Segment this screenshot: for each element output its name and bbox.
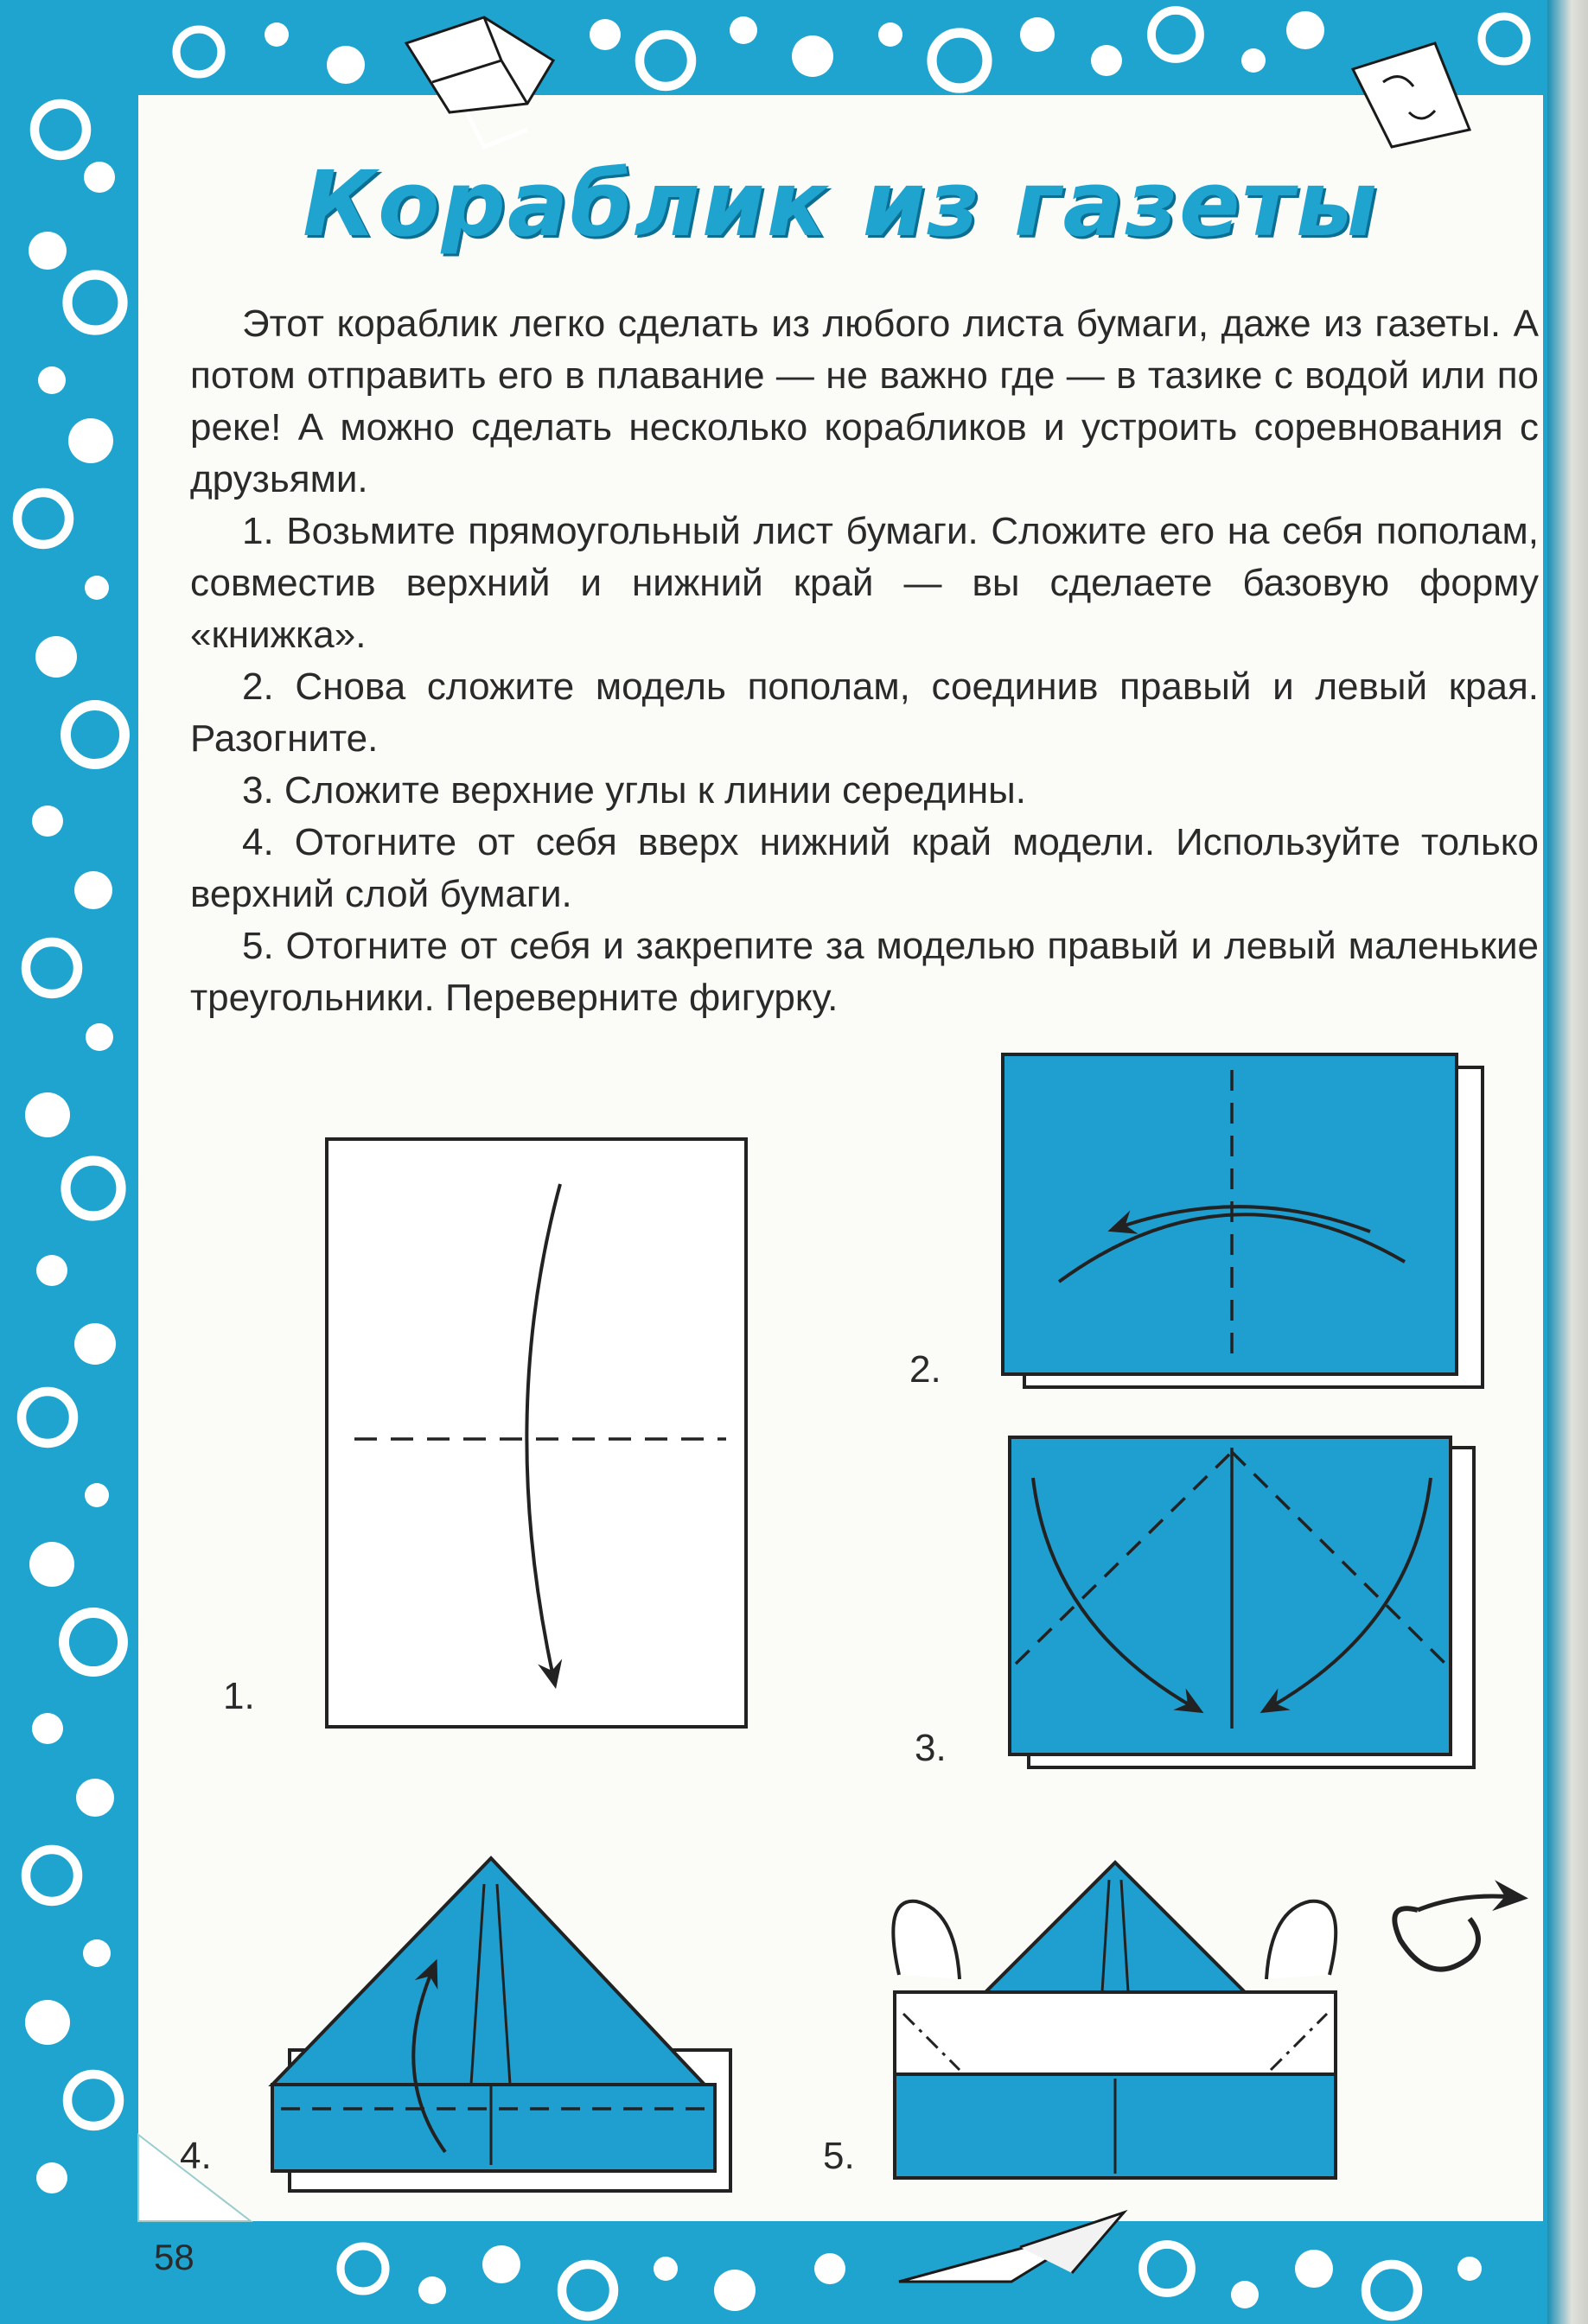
figure-label-1: 1. bbox=[223, 1675, 255, 1717]
intro-paragraph: Этот кораблик легко сделать из любого листа бумаги, даже из газеты. А потом отправить его в плавание — не важно где — в тазике с водой или по реке! А можно сделать несколько корабликов и устроить соревнования с друзьями. bbox=[190, 302, 1539, 500]
step-5-diagram bbox=[893, 1862, 1336, 2178]
step-3-diagram bbox=[1010, 1437, 1474, 1767]
step-3-text: 3. Сложите верхние углы к линии середины. bbox=[242, 769, 1026, 812]
blue-paper bbox=[1010, 1437, 1451, 1754]
step-1-diagram bbox=[327, 1139, 746, 1727]
step-4-diagram bbox=[272, 1858, 730, 2191]
figure-label-4: 4. bbox=[180, 2135, 212, 2177]
origami-fish-icon bbox=[1353, 43, 1470, 147]
figure-label-3: 3. bbox=[915, 1727, 947, 1769]
page-number: 58 bbox=[154, 2237, 195, 2277]
white-band bbox=[895, 1992, 1336, 2074]
step-2-diagram bbox=[1003, 1054, 1483, 1387]
right-flap bbox=[1266, 1901, 1336, 1979]
bottom-strip bbox=[272, 2085, 715, 2171]
step-5-text: 5. Отогните от себя и закрепите за моделью правый и левый маленькие треугольники. Переверните фигурку. bbox=[190, 925, 1539, 1019]
left-flap bbox=[893, 1901, 960, 1979]
flip-over-icon bbox=[1394, 1896, 1513, 1970]
origami-frog-icon bbox=[406, 17, 553, 147]
paper-sheet bbox=[327, 1139, 746, 1727]
step-1-text: 1. Возьмите прямоугольный лист бумаги. Сложите его на себя пополам, совместив верхний и нижний край — вы сделаете базовую форму «книжка». bbox=[190, 510, 1539, 656]
paper-plane-icon bbox=[899, 2213, 1124, 2282]
figure-label-2: 2. bbox=[909, 1348, 941, 1391]
book-spine bbox=[1547, 0, 1588, 2324]
step-2-text: 2. Снова сложите модель пополам, соединив правый и левый края. Разогните. bbox=[190, 665, 1539, 760]
figure-label-5: 5. bbox=[823, 2135, 855, 2177]
blue-triangle bbox=[985, 1862, 1245, 1992]
step-4-text: 4. Отогните от себя вверх нижний край модели. Используйте только верхний слой бумаги. bbox=[190, 821, 1539, 915]
blue-triangle bbox=[272, 1858, 705, 2085]
page-title: Кораблик из газеты bbox=[303, 151, 1379, 257]
